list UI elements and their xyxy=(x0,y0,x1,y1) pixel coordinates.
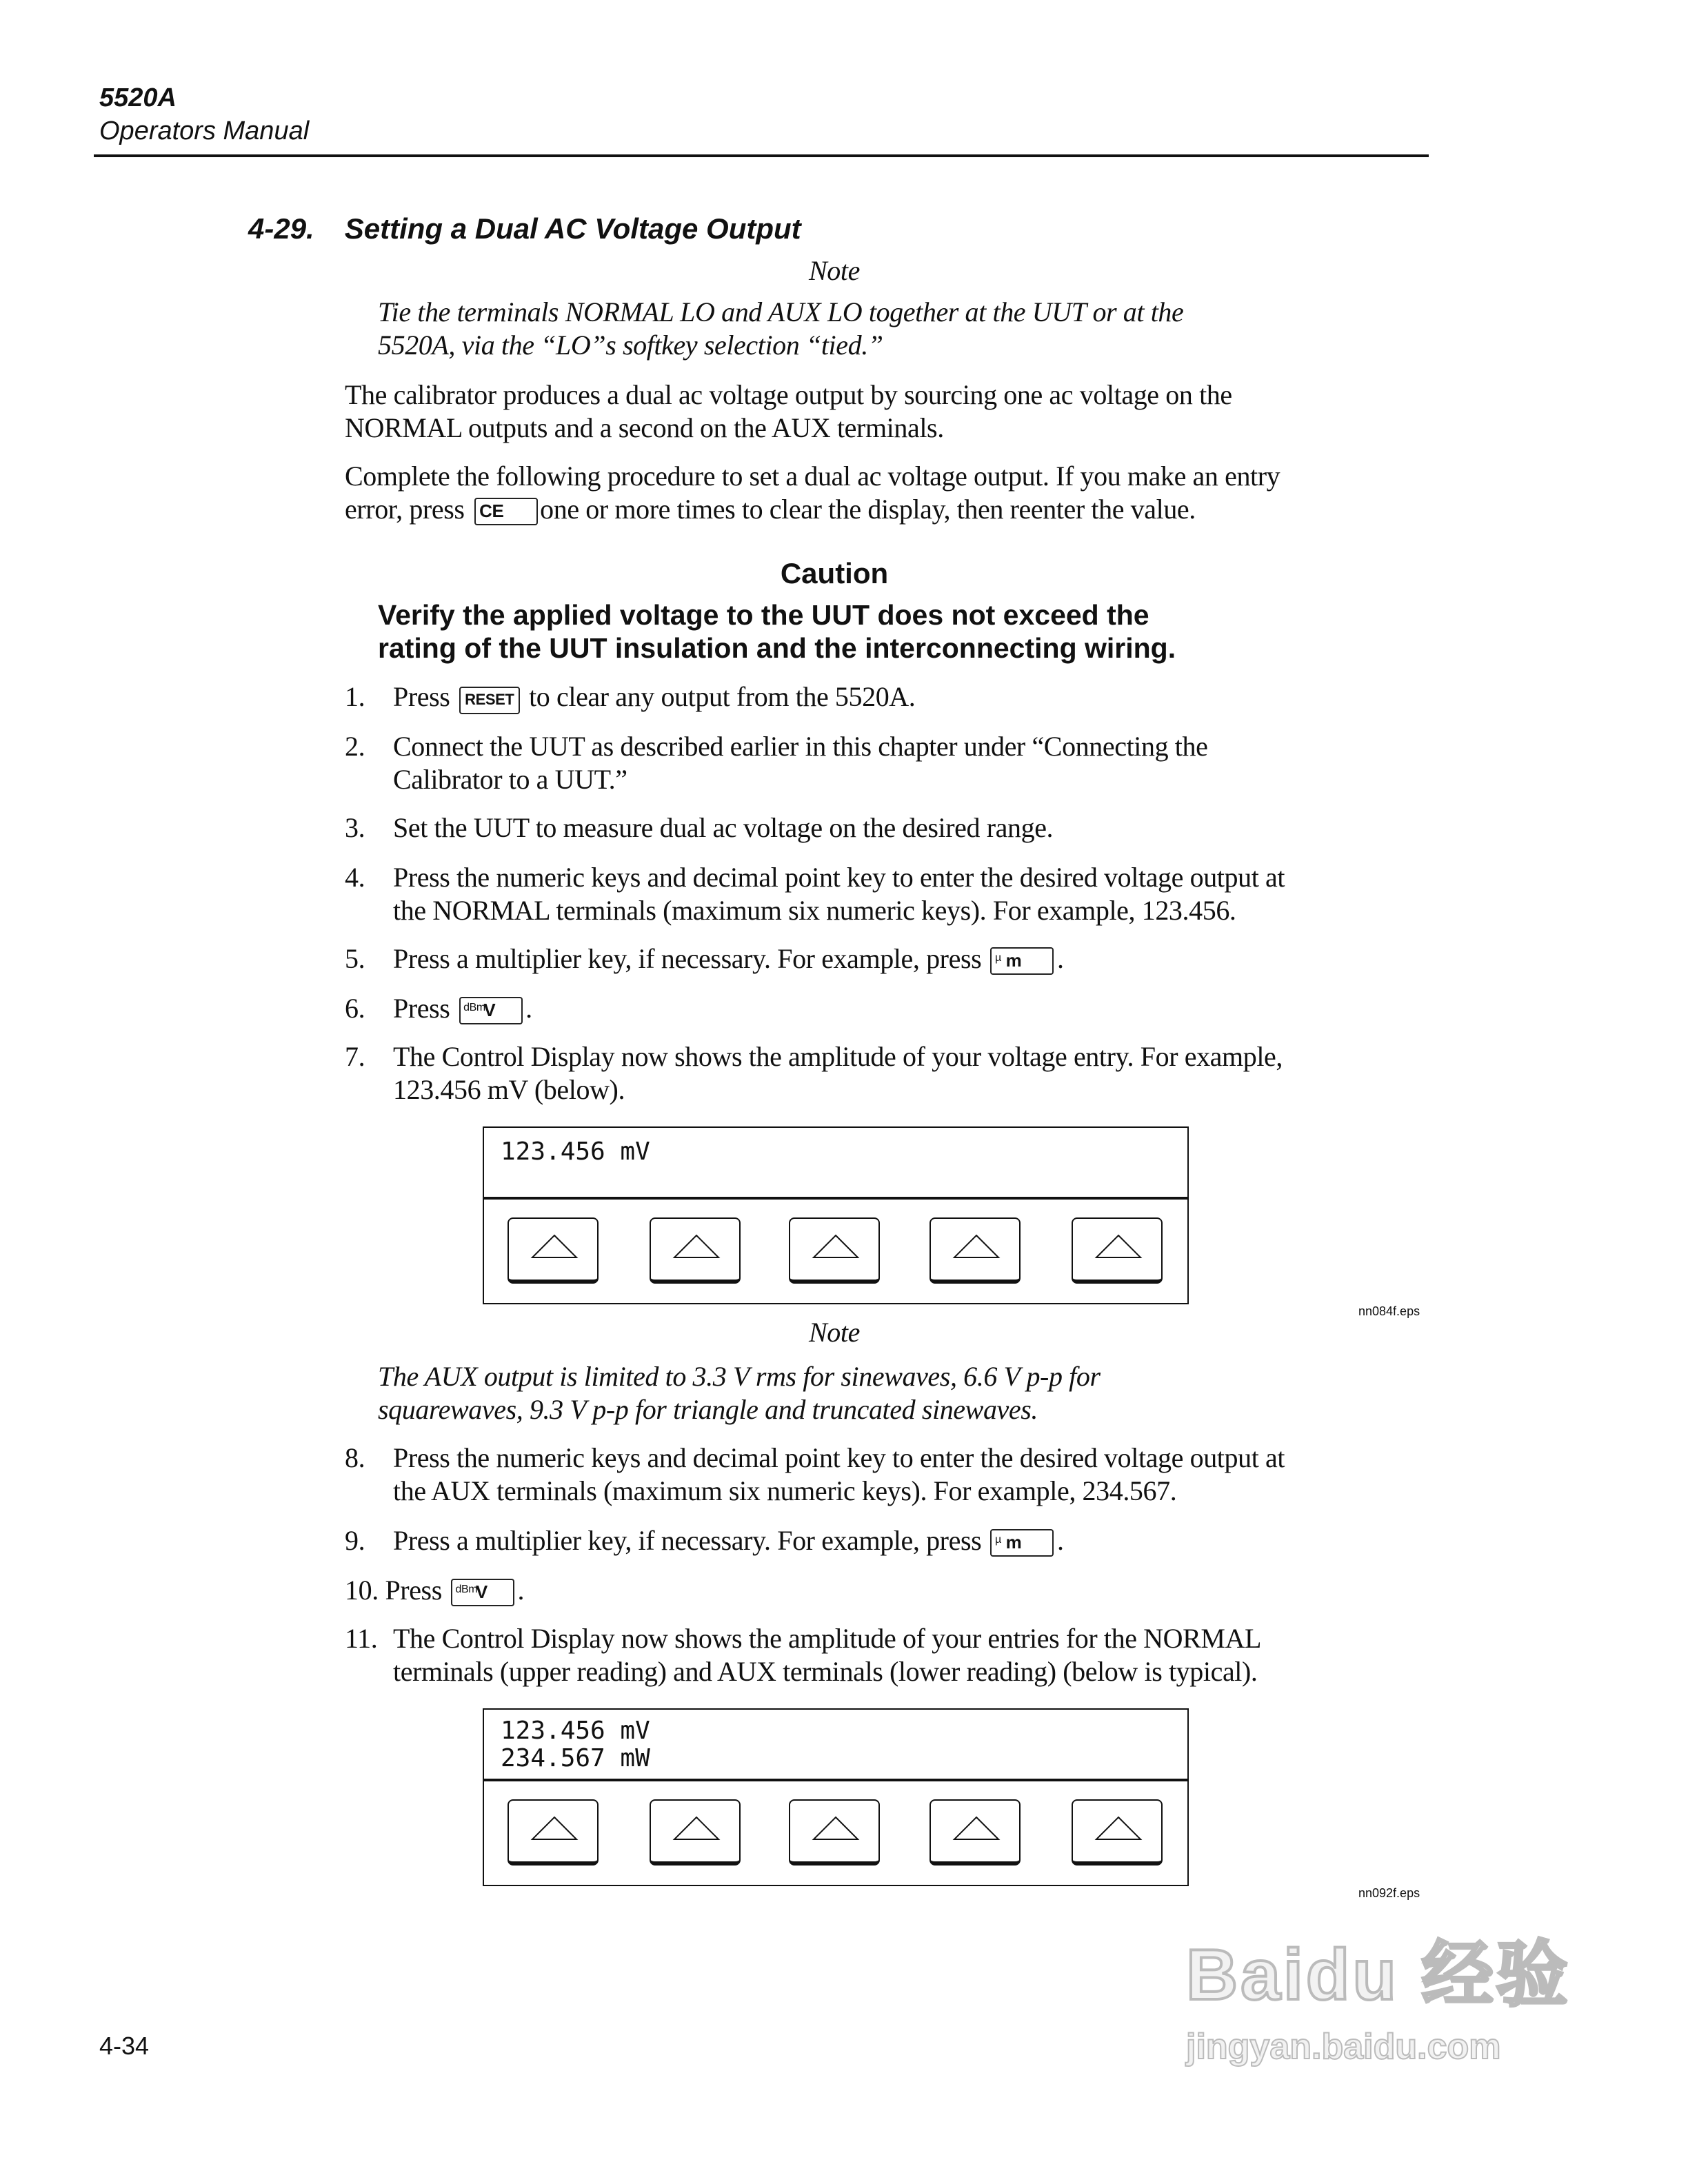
ce-key: CE xyxy=(474,498,537,525)
header-rule xyxy=(94,154,1429,157)
key-sublabel: dBm xyxy=(455,1583,478,1595)
control-display-figure xyxy=(483,1708,1189,1886)
triangle-up-icon xyxy=(1094,1233,1143,1260)
watermark-logo: Baidu 经验 xyxy=(1186,1936,1571,2016)
display-reading-aux: 234.567 mW xyxy=(501,1744,650,1773)
header-model: 5520A xyxy=(99,84,177,113)
step-text: The Control Display now shows the amplitude of your voltage entry. For example, xyxy=(393,1042,1283,1073)
key-label: m xyxy=(1005,1532,1022,1553)
step-text: Press the numeric keys and decimal point key to enter the desired voltage output at xyxy=(393,1444,1285,1474)
note-text: squarewaves, 9.3 V p-p for triangle and truncated sinewaves. xyxy=(378,1395,1038,1426)
step-text-part: Press xyxy=(393,682,450,713)
step-text: Calibrator to a UUT.” xyxy=(393,765,627,796)
triangle-up-icon xyxy=(672,1233,721,1260)
softkey-3 xyxy=(789,1799,880,1866)
step-number: 5. xyxy=(345,944,365,975)
step-number: 10. xyxy=(345,1576,379,1606)
step-text-part: . xyxy=(1056,1526,1064,1557)
figure-filename: nn084f.eps xyxy=(1358,1304,1420,1318)
caution-label: Caution xyxy=(780,558,889,590)
dbm-volt-key xyxy=(459,997,523,1024)
step-text-part: . xyxy=(525,994,532,1024)
micro-milli-key xyxy=(991,1529,1054,1557)
caution-text: Verify the applied voltage to the UUT does not exceed the xyxy=(378,600,1149,631)
key-sublabel: µ xyxy=(994,1533,1001,1546)
note-label: Note xyxy=(809,256,860,287)
step-number: 4. xyxy=(345,863,365,893)
section-number: 4-29. xyxy=(248,214,314,245)
dbm-volt-key xyxy=(452,1579,515,1606)
softkey-1 xyxy=(508,1217,599,1284)
step-text-part: Press xyxy=(393,994,450,1024)
note-text: Tie the terminals NORMAL LO and AUX LO together at the UUT or at the xyxy=(378,298,1184,328)
step-text-part: Press a multiplier key, if necessary. For example, press xyxy=(393,944,982,975)
step-text xyxy=(393,1526,1064,1558)
softkey-2 xyxy=(650,1217,741,1284)
note-text: 5520A, via the “LO”s softkey selection “tied.” xyxy=(378,331,883,361)
step-number: 7. xyxy=(345,1042,365,1073)
caution-text: rating of the UUT insulation and the interconnecting wiring. xyxy=(378,633,1176,665)
key-sublabel: µ xyxy=(994,951,1001,964)
step-number: 9. xyxy=(345,1526,365,1557)
baidu-watermark xyxy=(1186,1917,1571,2068)
display-reading: 123.456 mV xyxy=(501,1138,650,1166)
watermark-url: jingyan.baidu.com xyxy=(1186,2025,1501,2067)
paragraph xyxy=(345,495,1196,527)
key-label: m xyxy=(1005,950,1022,971)
softkey-1 xyxy=(508,1799,599,1866)
step-text: Press the numeric keys and decimal point key to enter the desired voltage output at xyxy=(393,863,1285,893)
step-text-part: to clear any output from the 5520A. xyxy=(529,682,916,713)
page-number: 4-34 xyxy=(99,2032,150,2060)
step-number: 6. xyxy=(345,994,365,1024)
step-text xyxy=(393,944,1064,976)
triangle-up-icon xyxy=(1094,1814,1143,1842)
step-text xyxy=(345,1576,524,1608)
note-label: Note xyxy=(809,1318,860,1348)
softkey-5 xyxy=(1072,1799,1163,1866)
step-text: Set the UUT to measure dual ac voltage on the desired range. xyxy=(393,813,1054,844)
step-text-part: . xyxy=(1056,944,1064,975)
step-text xyxy=(393,682,915,714)
display-divider xyxy=(484,1197,1187,1199)
reset-key: RESET xyxy=(459,687,519,714)
figure-filename: nn092f.eps xyxy=(1358,1886,1420,1900)
section-heading xyxy=(248,214,801,247)
paragraph-text: one or more times to clear the display, then reenter the value. xyxy=(540,495,1196,525)
triangle-up-icon xyxy=(811,1233,861,1260)
step-number: 11. xyxy=(345,1624,378,1655)
header-subtitle: Operators Manual xyxy=(99,117,310,146)
step-text: the AUX terminals (maximum six numeric keys). For example, 234.567. xyxy=(393,1477,1177,1507)
softkey-3 xyxy=(789,1217,880,1284)
step-text-part: Press xyxy=(385,1576,442,1606)
step-text: The Control Display now shows the amplitude of your entries for the NORMAL xyxy=(393,1624,1262,1655)
note-text: The AUX output is limited to 3.3 V rms for sinewaves, 6.6 V p-p for xyxy=(378,1362,1101,1393)
paragraph: Complete the following procedure to set a dual ac voltage output. If you make an entry xyxy=(345,462,1280,492)
triangle-up-icon xyxy=(530,1814,579,1842)
step-text-part: Press a multiplier key, if necessary. For example, press xyxy=(393,1526,982,1557)
step-text: terminals (upper reading) and AUX terminals (lower reading) (below is typical). xyxy=(393,1657,1258,1688)
display-reading-normal: 123.456 mV xyxy=(501,1717,650,1746)
step-text: the NORMAL terminals (maximum six numeric keys). For example, 123.456. xyxy=(393,896,1236,927)
paragraph-text: error, press xyxy=(345,495,465,525)
key-label: V xyxy=(483,1000,496,1020)
key-label: V xyxy=(475,1581,488,1602)
triangle-up-icon xyxy=(811,1814,861,1842)
step-text: Connect the UUT as described earlier in this chapter under “Connecting the xyxy=(393,732,1208,762)
softkey-2 xyxy=(650,1799,741,1866)
triangle-up-icon xyxy=(952,1233,1001,1260)
display-divider xyxy=(484,1779,1187,1781)
step-number: 8. xyxy=(345,1444,365,1474)
step-text: 123.456 mV (below). xyxy=(393,1075,625,1106)
softkey-4 xyxy=(930,1799,1021,1866)
paragraph: The calibrator produces a dual ac voltage output by sourcing one ac voltage on the xyxy=(345,381,1232,411)
control-display-figure xyxy=(483,1126,1189,1304)
step-number: 3. xyxy=(345,813,365,844)
triangle-up-icon xyxy=(952,1814,1001,1842)
paragraph: NORMAL outputs and a second on the AUX terminals. xyxy=(345,414,944,444)
triangle-up-icon xyxy=(672,1814,721,1842)
micro-milli-key xyxy=(991,947,1054,975)
softkey-4 xyxy=(930,1217,1021,1284)
step-number: 1. xyxy=(345,682,365,713)
step-number: 2. xyxy=(345,732,365,762)
section-title: Setting a Dual AC Voltage Output xyxy=(344,214,801,245)
triangle-up-icon xyxy=(530,1233,579,1260)
step-text-part: . xyxy=(517,1576,525,1606)
softkey-5 xyxy=(1072,1217,1163,1284)
step-text xyxy=(393,994,532,1026)
key-sublabel: dBm xyxy=(463,1001,485,1013)
